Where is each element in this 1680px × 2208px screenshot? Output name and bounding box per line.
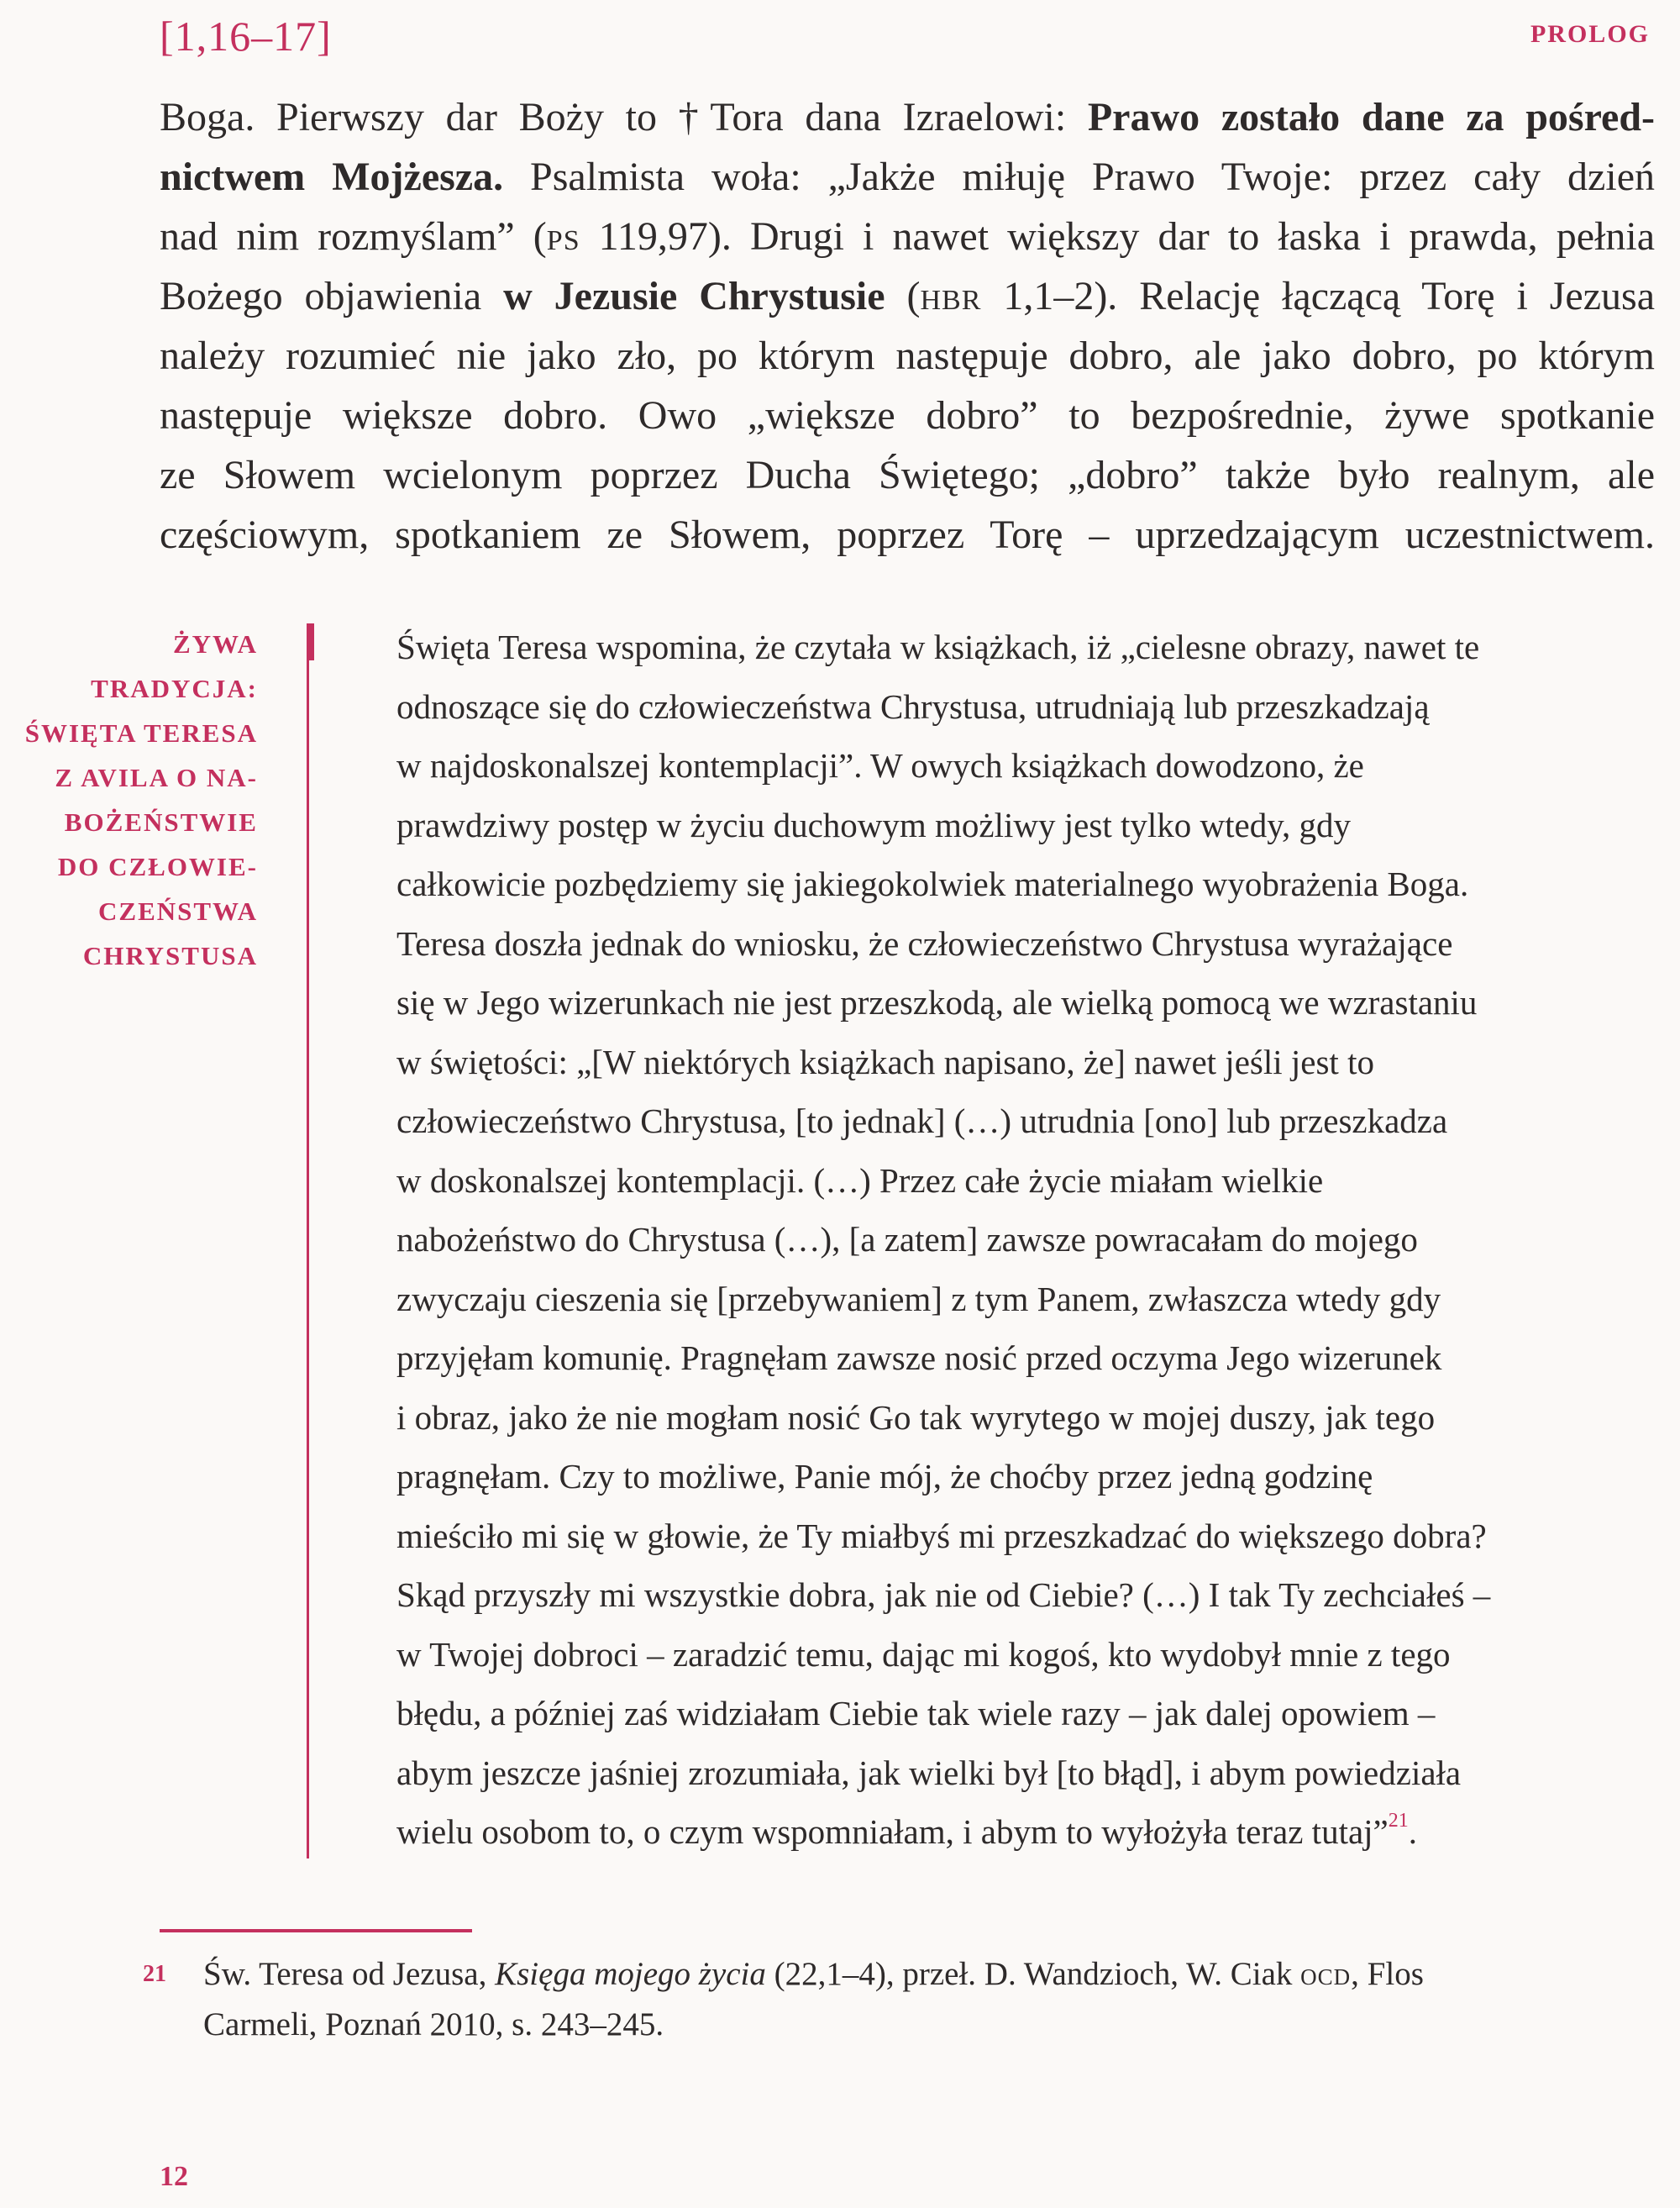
quote-line: i obraz, jako że nie mogłam nosić Go tak wyrytego w mojej duszy, jak tego: [396, 1397, 1436, 1437]
intro-text: Boga. Pierwszy dar Boży to †Tora dana Izraelowi:: [160, 95, 1088, 139]
quote-line: przyjęłam komunię. Pragnęłam zawsze nosić przed oczyma Jego wizerunek: [396, 1338, 1442, 1377]
intro-line-8: częściowym, spotkaniem ze Słowem, poprzez Torę – uprzedzającym uczestnictwem.: [160, 513, 1655, 557]
footnote-line-1: [203, 1949, 1656, 2000]
intro-bold-phrase: nictwem Mojżesza.: [160, 155, 504, 199]
quote-line: wielu osobom to, o czym wspomniałam, i abym to wyłożyła teraz tutaj”: [396, 1812, 1389, 1851]
quote-line: Skąd przyszły mi wszystkie dobra, jak nie od Ciebie? (…) I tak Ty zechciałeś –: [396, 1575, 1491, 1614]
intro-bold-phrase: w Jezusie Chrystusie: [503, 274, 885, 318]
margin-heading-line: CZEŃSTWA: [98, 896, 258, 926]
intro-text: (: [885, 274, 921, 318]
margin-heading-line: ŻYWA: [172, 629, 258, 659]
quote-line: mieściło mi się w głowie, że Ty miałbyś mi przeszkadzać do większego dobra?: [396, 1516, 1487, 1555]
footnote-details: (22,1–4), przeł. D. Wandzioch, W. Ciak: [765, 1956, 1301, 1992]
quote-line: w świętości: „[W niektórych książkach napisano, że] nawet jeśli jest to: [396, 1042, 1374, 1081]
quote-line: człowieczeństwo Chrystusa, [to jednak] (…) utrudnia [ono] lub przeszkadza: [396, 1101, 1448, 1140]
margin-heading-line: Z AVILA O NA-: [55, 763, 258, 792]
margin-heading-line: CHRYSTUSA: [82, 941, 258, 970]
quote-line: prawdziwy postęp w życiu duchowym możliwy jest tylko wtedy, gdy: [396, 805, 1352, 844]
footnote-line-2: Carmeli, Poznań 2010, s. 243–245.: [203, 2006, 664, 2042]
margin-heading-line: DO CZŁOWIE-: [57, 852, 258, 881]
chapter-verse-reference: [1,16–17]: [160, 13, 332, 60]
margin-heading-line: TRADYCJA:: [91, 674, 258, 703]
intro-text: Psalmista woła: „Jakże miłuję Prawo Twoje: przez cały dzień: [503, 155, 1656, 199]
intro-bold-phrase: Prawo zostało dane za pośred-: [1087, 95, 1656, 139]
intro-text: Bożego objawienia: [160, 274, 504, 318]
scripture-abbrev: ps: [546, 214, 580, 259]
teresa-quotation-block: [396, 618, 1648, 1862]
intro-line-4: [160, 266, 1655, 326]
margin-heading-line: ŚWIĘTA TERESA: [24, 718, 258, 748]
intro-line-3: [160, 207, 1655, 266]
footnote-number: 21: [143, 1961, 166, 1987]
quote-line: nabożeństwo do Chrystusa (…), [a zatem] zawsze powracałam do mojego: [396, 1220, 1418, 1259]
quote-line: w Twojej dobroci – zaradzić temu, dając mi kogoś, kto wydobył mnie z tego: [396, 1634, 1451, 1674]
quote-line: Święta Teresa wspomina, że czytała w książkach, iż „cielesne obrazy, nawet te: [396, 628, 1480, 666]
footnote-text: [203, 1949, 1656, 2050]
quote-line: odnoszące się do człowieczeństwa Chrystusa, utrudniają lub przeszkadzają: [396, 686, 1430, 726]
quote-line: abym jeszcze jaśniej zrozumiała, jak wielki był [to błąd], i abym powiedziała: [396, 1753, 1462, 1792]
quote-end-punctuation: .: [1408, 1812, 1418, 1851]
intro-line-6: następuje większe dobro. Owo „większe dobro” to bezpośrednie, żywe spotkanie: [160, 393, 1655, 438]
quote-last-line: [396, 1802, 1648, 1862]
quote-line: całkowicie pozbędziemy się jakiegokolwiek materialnego wyobrażenia Boga.: [396, 865, 1469, 903]
intro-line-1: [160, 87, 1655, 147]
intro-line-2: [160, 147, 1655, 207]
intro-text: 119,97). Drugi i nawet większy dar to łaska i prawda, pełnia: [580, 214, 1656, 259]
page-number: 12: [160, 2161, 188, 2192]
running-head-section: PROLOG: [1530, 20, 1650, 48]
quote-line: pragnęłam. Czy to możliwe, Panie mój, że choćby przez jedną godzinę: [396, 1457, 1373, 1496]
margin-heading-line: BOŻEŃSTWIE: [64, 807, 258, 837]
quote-line: zwyczaju cieszenia się [przebywaniem] z tym Panem, zwłaszcza wtedy gdy: [396, 1279, 1441, 1318]
footnote-order-abbrev: ocd: [1300, 1956, 1352, 1992]
intro-text: nad nim rozmyślam” (: [160, 214, 547, 259]
intro-line-7: ze Słowem wcielonym poprzez Ducha Świętego; „dobro” także było realnym, ale: [160, 453, 1655, 497]
intro-paragraph: [160, 87, 1655, 565]
quote-line: w najdoskonalszej kontemplacji”. W owych książkach dowodzono, że: [396, 746, 1364, 785]
footnote-publisher-start: , Flos: [1351, 1956, 1424, 1992]
margin-heading: [0, 622, 258, 978]
intro-text: 1,1–2). Relację łączącą Torę i Jezusa: [981, 274, 1655, 318]
scripture-abbrev: hbr: [920, 274, 982, 318]
quote-line: się w Jego wizerunkach nie jest przeszkodą, ale wielką pomocą we wzrastaniu: [396, 983, 1478, 1022]
footnote-divider: [160, 1929, 472, 1932]
footnote-reference[interactable]: 21: [1388, 1810, 1409, 1832]
footnote-author: Św. Teresa od Jezusa,: [203, 1956, 496, 1992]
rule-marker: [307, 623, 314, 660]
vertical-rule: [307, 623, 309, 1858]
footnote-book-title: Księga mojego życia: [495, 1956, 766, 1992]
intro-line-5: należy rozumieć nie jako zło, po którym następuje dobro, ale jako dobro, po którym: [160, 334, 1655, 378]
quote-line: błędu, a później zaś widziałam Ciebie tak wiele razy – jak dalej opowiem –: [396, 1694, 1436, 1732]
quote-line: Teresa doszła jednak do wniosku, że człowieczeństwo Chrystusa wyrażające: [396, 923, 1453, 963]
quote-line: w doskonalszej kontemplacji. (…) Przez całe życie miałam wielkie: [396, 1160, 1324, 1200]
